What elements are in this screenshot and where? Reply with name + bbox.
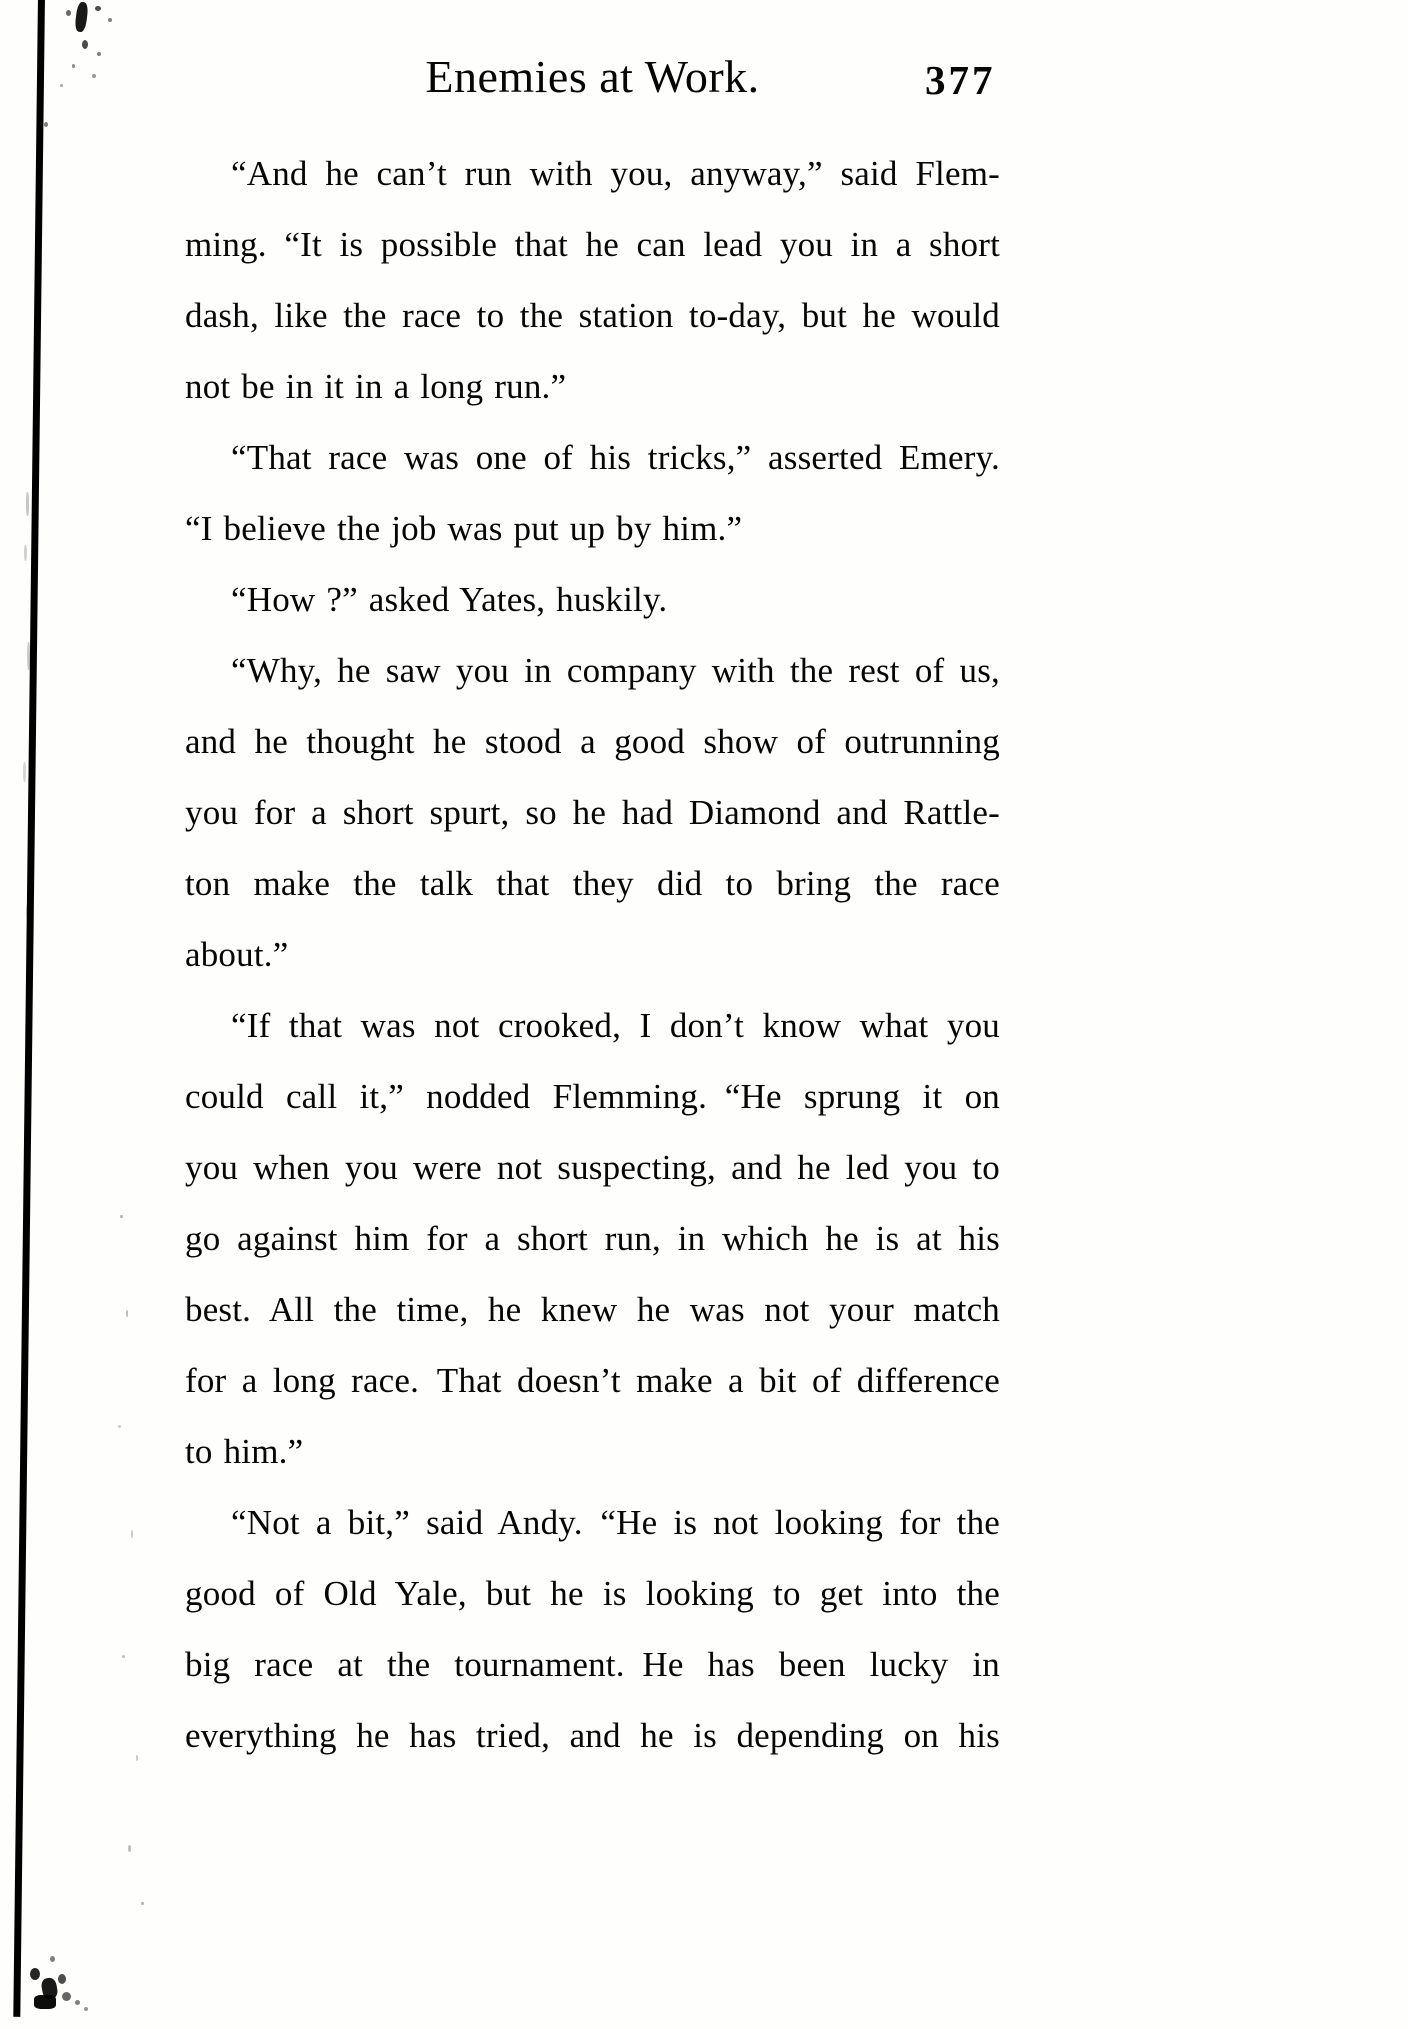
text-line: dash, like the race to the station to-day, but he would	[185, 296, 1000, 335]
text-line: you for a short spurt, so he had Diamond and Rattle-	[185, 793, 1000, 832]
text-line: about.”	[185, 935, 289, 974]
text-line: best. All the time, he knew he was not your match	[185, 1290, 1000, 1329]
text-line: “How ?” asked Yates, huskily.	[231, 580, 668, 619]
text-line: “I believe the job was put up by him.”	[185, 509, 743, 548]
text-line: “And he can’t run with you, anyway,” said Flem-	[231, 154, 1000, 193]
text-line: everything he has tried, and he is depending on his	[185, 1716, 1000, 1755]
text-line: to him.”	[185, 1432, 304, 1471]
page-header	[185, 50, 1000, 110]
text-line: not be in it in a long run.”	[185, 367, 567, 406]
text-line: ming. “It is possible that he can lead you in a short	[185, 225, 1000, 264]
text-line: good of Old Yale, but he is looking to get into the	[185, 1574, 1000, 1613]
text-line: “That race was one of his tricks,” asserted Emery.	[231, 438, 1000, 477]
text-line: “Not a bit,” said Andy. “He is not looking for the	[231, 1503, 1000, 1542]
text-line: you when you were not suspecting, and he led you to	[185, 1148, 1000, 1187]
page-number: 377	[925, 57, 996, 103]
text-line: could call it,” nodded Flemming. “He sprung it on	[185, 1077, 1000, 1116]
text-line: “If that was not crooked, I don’t know what you	[231, 1006, 1000, 1045]
running-title: Enemies at Work.	[425, 51, 760, 102]
page-body	[185, 138, 1000, 1771]
text-line: “Why, he saw you in company with the rest of us,	[231, 651, 1000, 690]
text-line: for a long race. That doesn’t make a bit of difference	[185, 1361, 1000, 1400]
text-line: and he thought he stood a good show of outrunning	[185, 722, 1000, 761]
text-line: go against him for a short run, in which he is at his	[185, 1219, 1000, 1258]
book-spine-shadow-line	[13, 0, 45, 2017]
text-line: ton make the talk that they did to bring the race	[185, 864, 1000, 903]
text-line: big race at the tournament. He has been lucky in	[185, 1645, 1000, 1684]
